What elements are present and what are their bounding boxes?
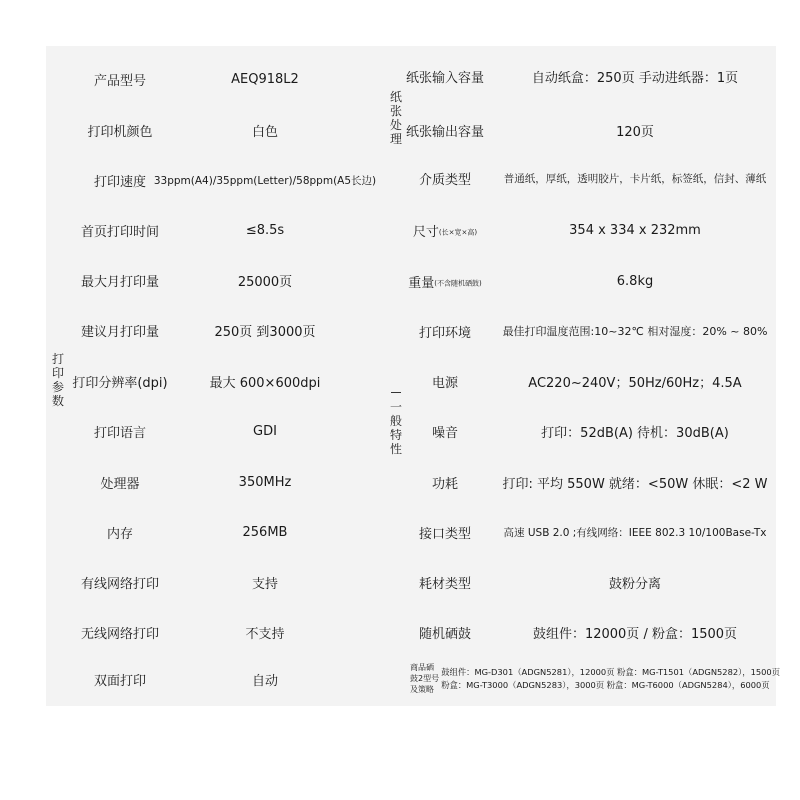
spec-value: 350MHz [238,474,292,490]
spec-label: 打印语言 [93,425,146,441]
consumables-line-1: 鼓组件：MG-D301（ADGN5281），12000页 粉盒：MG-T1501（ADGN5282），1500页 [441,666,780,677]
spec-value: 鼓组件：12000页 / 粉盒：1500页 [532,626,738,642]
spec-value: 打印: 平均 550W 就绪：<50W 休眠：<2 W [502,476,768,492]
spec-label: 打印分辨率(dpi) [72,375,168,391]
spec-label: 打印速度 [93,174,146,190]
spec-label-note: (长×宽×高) [438,228,478,236]
spec-row [0,664,340,694]
spec-row [0,316,768,346]
spec-value: AEQ918L2 [231,71,299,87]
spec-value: AC220~240V；50Hz/60Hz；4.5A [528,375,742,391]
spec-label-text: 电源 [431,375,458,391]
spec-label-text: 纸张输出容量 [405,124,484,140]
spec-label-text: 打印环境 [418,325,471,341]
spec-label-text: 耗材类型 [418,576,471,592]
spec-value: 最大 600×600dpi [209,375,321,391]
consumables-label: 商品硒鼓2型号及策略 [410,663,440,694]
spec-value: 354 x 334 x 232mm [569,222,701,238]
spec-value: 打印：52dB(A) 待机：30dB(A) [541,425,729,441]
spec-label-text: 尺寸 [412,224,439,240]
spec-label [395,573,495,592]
spec-value: 256MB [242,524,288,540]
spec-label: 产品型号 [93,73,146,89]
spec-row [0,567,661,597]
spec-row [0,215,701,245]
spec-label [395,121,495,140]
spec-label [395,169,495,188]
spec-label [395,422,495,441]
spec-row [0,517,767,547]
spec-label-text: 介质类型 [418,172,471,188]
spec-label-note: (不含随机硒鼓) [434,279,482,287]
spec-label: 打印机颜色 [87,124,153,140]
spec-label [395,523,495,542]
spec-row [0,617,738,647]
consumables-line-2: 粉盒：MG-T3000（ADGN5283），3000页 粉盒：MG-T6000（ADGN5284），6000页 [441,679,770,690]
section-label-paper-handling: 纸张处理 [389,90,402,146]
spec-label: 有线网络打印 [80,576,159,592]
spec-label: 最大月打印量 [80,274,159,290]
spec-label-text: 噪音 [431,425,458,441]
section-label-general: 一般特性 [389,400,402,456]
spec-label [395,372,495,391]
spec-label [395,473,495,492]
spec-value: ≤8.5s [245,222,285,238]
spec-row [0,266,654,296]
spec-label-text: 纸张输入容量 [405,70,484,86]
spec-label [395,623,495,642]
spec-label: 处理器 [100,476,140,492]
spec-label: 首页打印时间 [80,224,159,240]
spec-value: 普通纸，厚纸，透明胶片，卡片纸，标签纸，信封、薄纸 [503,172,767,185]
spec-label-text: 随机硒鼓 [418,626,471,642]
spec-value: 鼓粉分离 [608,576,661,592]
spec-row [0,467,768,497]
spec-label: 内存 [106,526,133,542]
spec-value: 250页 到3000页 [214,324,316,340]
spec-label: 双面打印 [93,673,146,689]
spec-label [395,221,495,240]
spec-value: 6.8kg [616,273,654,289]
spec-row [0,163,767,193]
spec-label [395,272,495,291]
spec-label-text: 接口类型 [418,526,471,542]
section-label-print-params: 打印参数 [51,352,64,408]
spec-value: 白色 [251,124,278,140]
spec-value: 支持 [251,576,278,592]
spec-value: 自动纸盒：250页 手动进纸器：1页 [531,70,739,86]
spec-label: 无线网络打印 [80,626,159,642]
spec-value: GDI [253,423,277,439]
spec-value: 高速 USB 2.0 ;有线网络：IEEE 802.3 10/100Base-Tx [503,526,767,539]
consumables-row [410,662,780,695]
spec-label: 建议月打印量 [80,324,159,340]
spec-label-text: 重量 [408,275,435,291]
spec-value: 最佳打印温度范围:10~32℃ 相对湿度：20% ~ 80% [502,325,768,338]
spec-row [0,61,739,91]
spec-label [395,67,495,86]
spec-label [395,322,495,341]
section-dash [391,392,401,393]
spec-value: 120页 [616,124,654,140]
spec-label-text: 功耗 [431,476,458,492]
spec-row [0,366,742,396]
spec-value: 自动 [251,673,278,689]
spec-value: 不支持 [245,626,285,642]
spec-value: 33ppm(A4)/35ppm(Letter)/58ppm(A5长边) [153,174,377,187]
spec-value: 25000页 [237,274,293,290]
